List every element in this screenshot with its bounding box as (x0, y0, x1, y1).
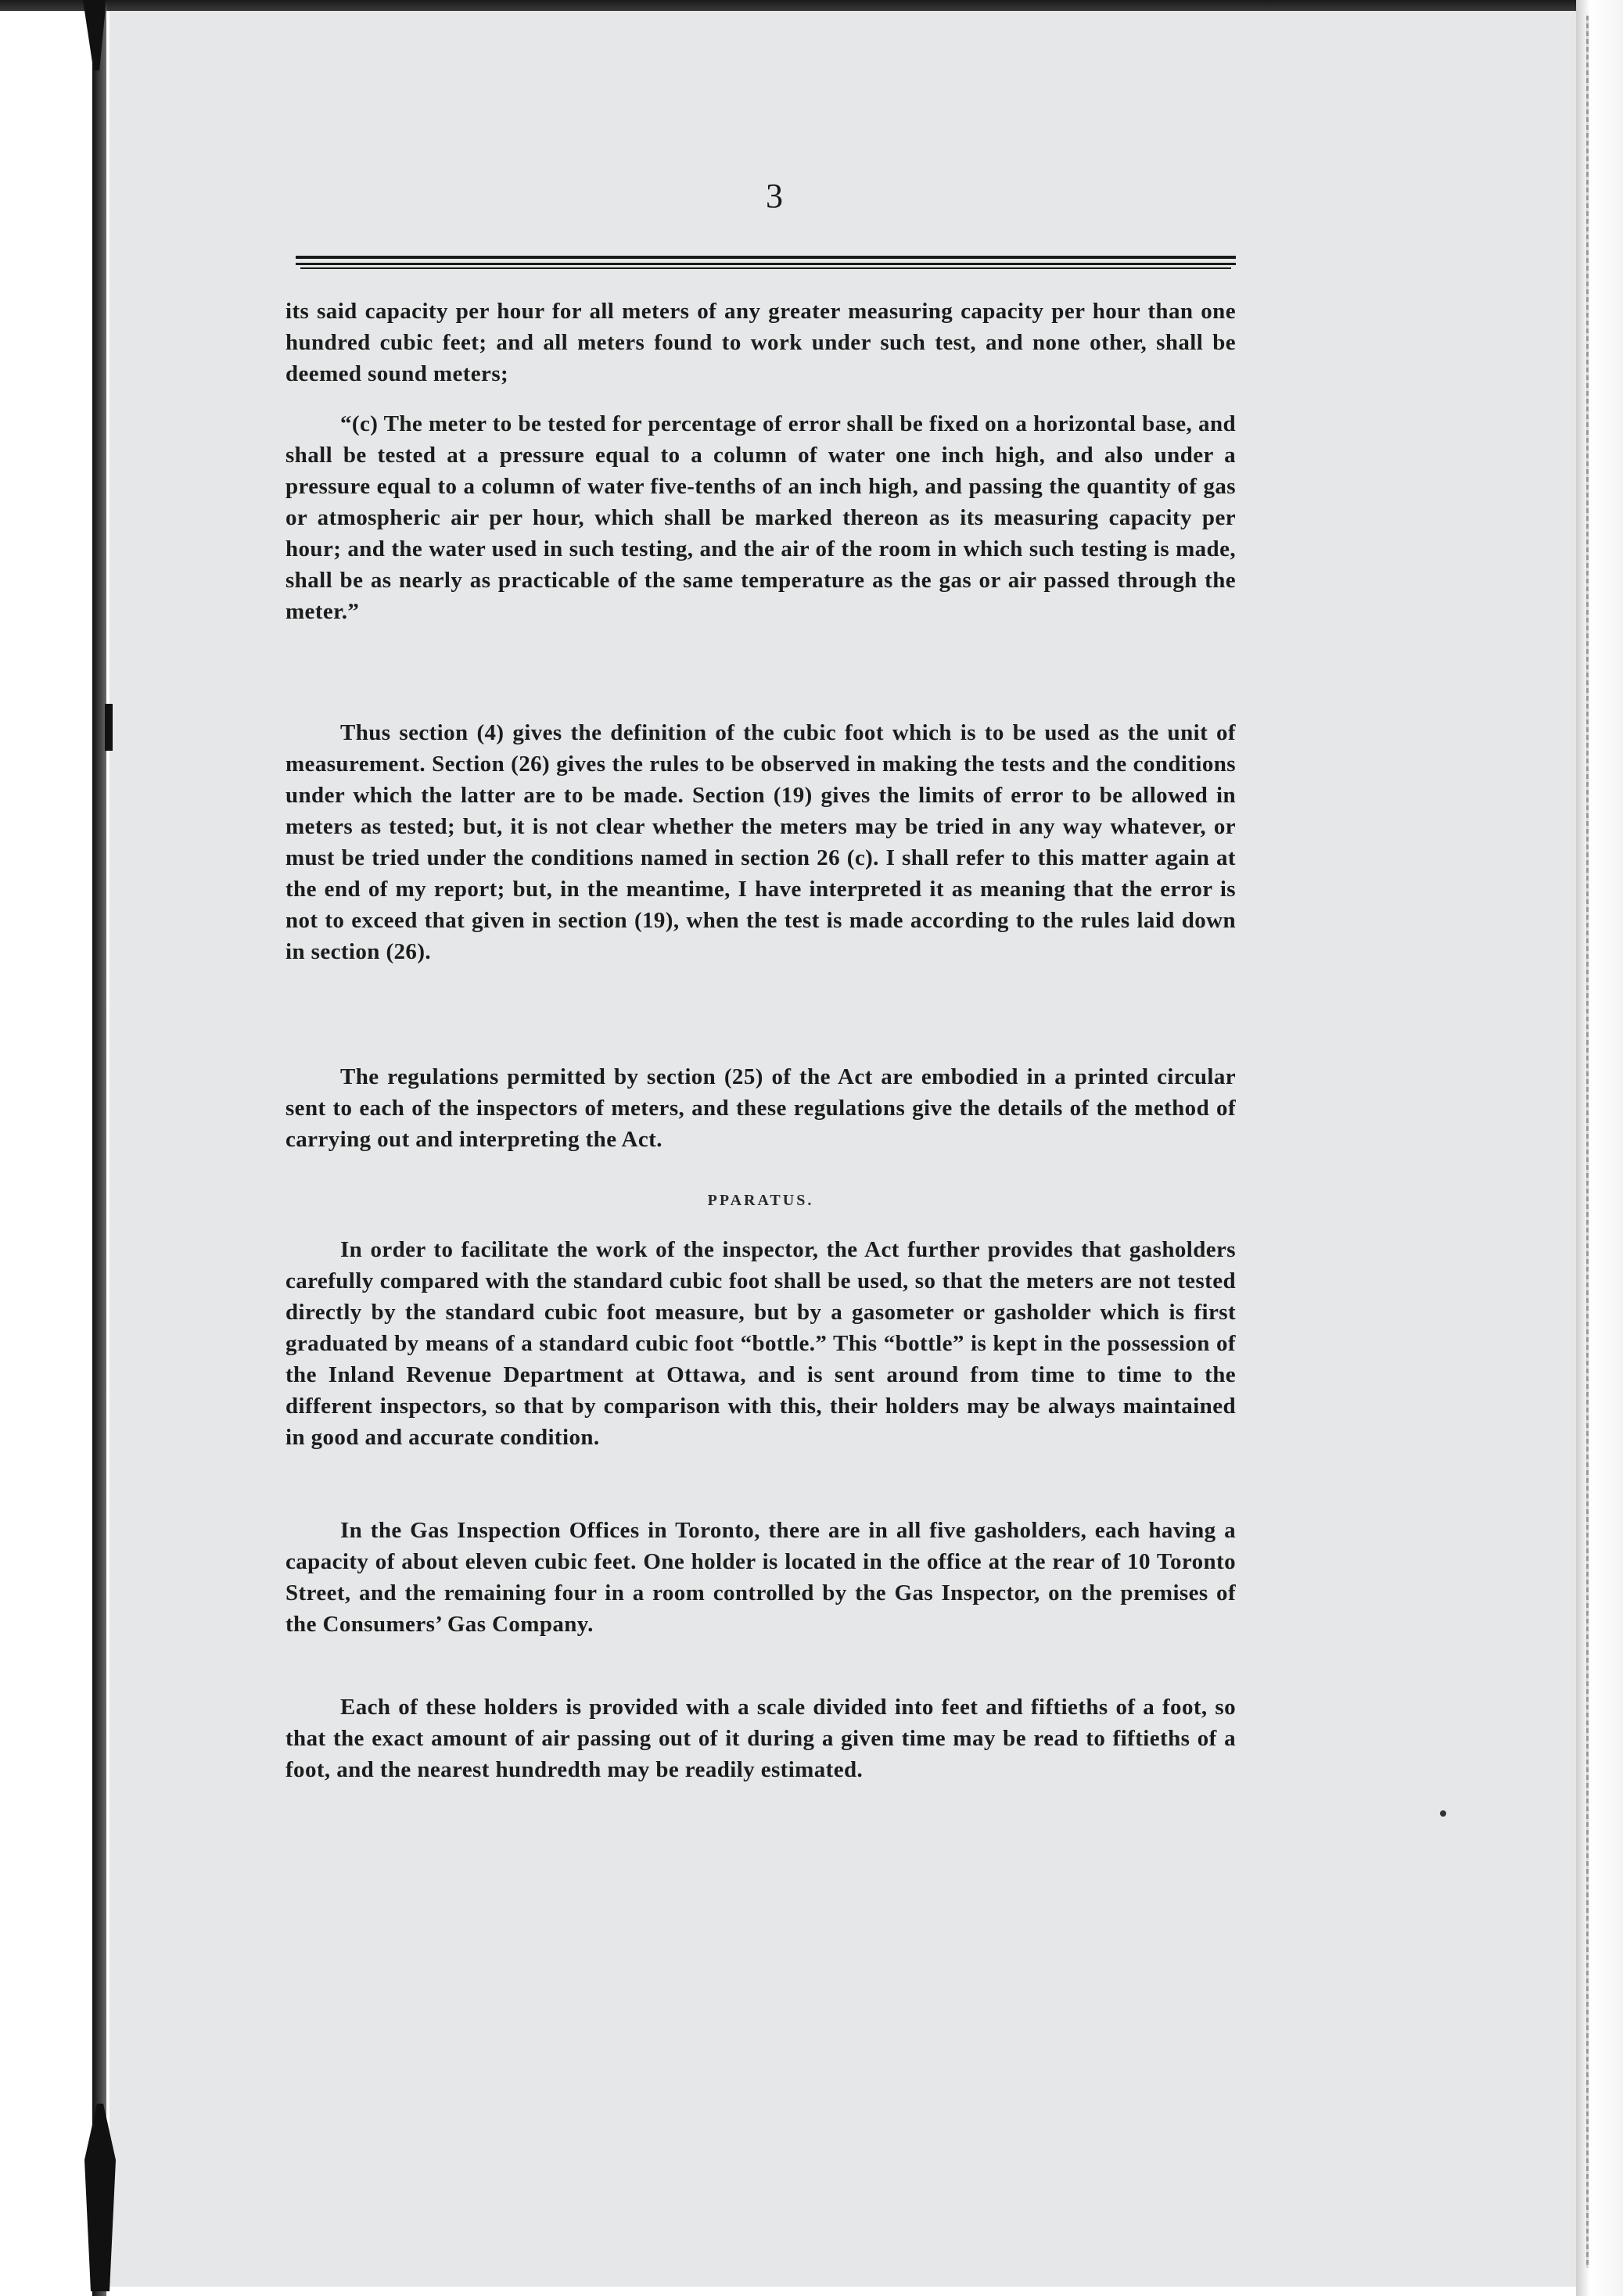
paragraph: Each of these holders is provided with a scale divided into feet and fiftieths of a foot, so that the exact amount of air passing out of it during a given time may be read to fiftieths of a foot, and the nearest hundredth may be readily estimated. (285, 1695, 1236, 1782)
paragraph-section-summary (285, 717, 1236, 967)
paragraph: “(c) The meter to be tested for percentage of error shall be fixed on a horizontal base, and shall be tested at a pressure equal to a column of water one inch high, and also under a pressure equal to a column of water five-tenths of an inch high, and passing the quantity of gas or atmospheric air per hour, which shall be marked thereon as its measuring capacity per hour; and the water used in such testing, and the air of the room in which such testing is made, shall be as nearly as practicable of the same temperature as the gas or air passed through the meter.” (285, 411, 1236, 624)
paragraph: In order to facilitate the work of the inspector, the Act further provides that gasholders carefully compared with the standard cubic foot shall be used, so that the meters are not tested directly by the standard cubic foot measure, but by a gasometer or gasholder which is first graduated by means of a standard cubic foot “bottle.” This “bottle” is kept in the possession of the Inland Revenue Department at Ottawa, and is sent around from time to time to the different inspectors, so that by comparison with this, their holders may be always maintained in good and accurate condition. (285, 1237, 1236, 1450)
paragraph: Thus section (4) gives the definition of the cubic foot which is to be used as the unit of measurement. Section (26) gives the rules to be observed in making the tests and the conditions under which the latter are to be made. Section (19) gives the limits of error to be allowed in meters as tested; but, it is not clear whether the meters may be tried in any way whatever, or must be tried under the conditions named in section 26 (c). I shall refer to this matter again at the end of my report; but, in the meantime, I have interpreted it as meaning that the error is not to exceed that given in section (19), when the test is made according to the rules laid down in section (26). (285, 720, 1236, 964)
scan-right-edge (1576, 0, 1623, 2296)
paragraph-holder-scale (285, 1692, 1236, 1785)
binding-mark-middle (105, 704, 113, 751)
paragraph: The regulations permitted by section (25) of the Act are embodied in a printed circular sent to each of the inspectors of meters, and these regulations give the details of the method of carrying out and interpreting the Act. (285, 1064, 1236, 1152)
paragraph-continuation (285, 296, 1236, 389)
scan-speck (1440, 1810, 1446, 1817)
header-rule-thin (300, 267, 1231, 269)
paragraph-gasholders (285, 1234, 1236, 1453)
section-heading: PPARATUS. (707, 1192, 814, 1209)
binding-gutter (92, 0, 106, 2296)
paragraph-toronto-offices (285, 1515, 1236, 1640)
paragraph-regulations (285, 1061, 1236, 1155)
header-rule-thick (296, 256, 1236, 259)
header-rule-middle (296, 263, 1236, 265)
paragraph: its said capacity per hour for all meters of any greater measuring capacity per hour than one hundred cubic feet; and all meters found to work under such test, and none other, shall be deemed sound meters; (285, 299, 1236, 386)
paragraph-quote-c (285, 408, 1236, 627)
scan-right-edge-line (1586, 16, 1589, 2268)
scan-top-edge (0, 0, 1623, 11)
page-number: 3 (766, 177, 783, 215)
paragraph: In the Gas Inspection Offices in Toronto, there are in all five gasholders, each having a capacity of about eleven cubic feet. One holder is located in the office at the rear of 10 Toronto Street, and the remaining four in a room controlled by the Gas Inspector, on the premises of the Consumers’ Gas Company. (285, 1518, 1236, 1637)
